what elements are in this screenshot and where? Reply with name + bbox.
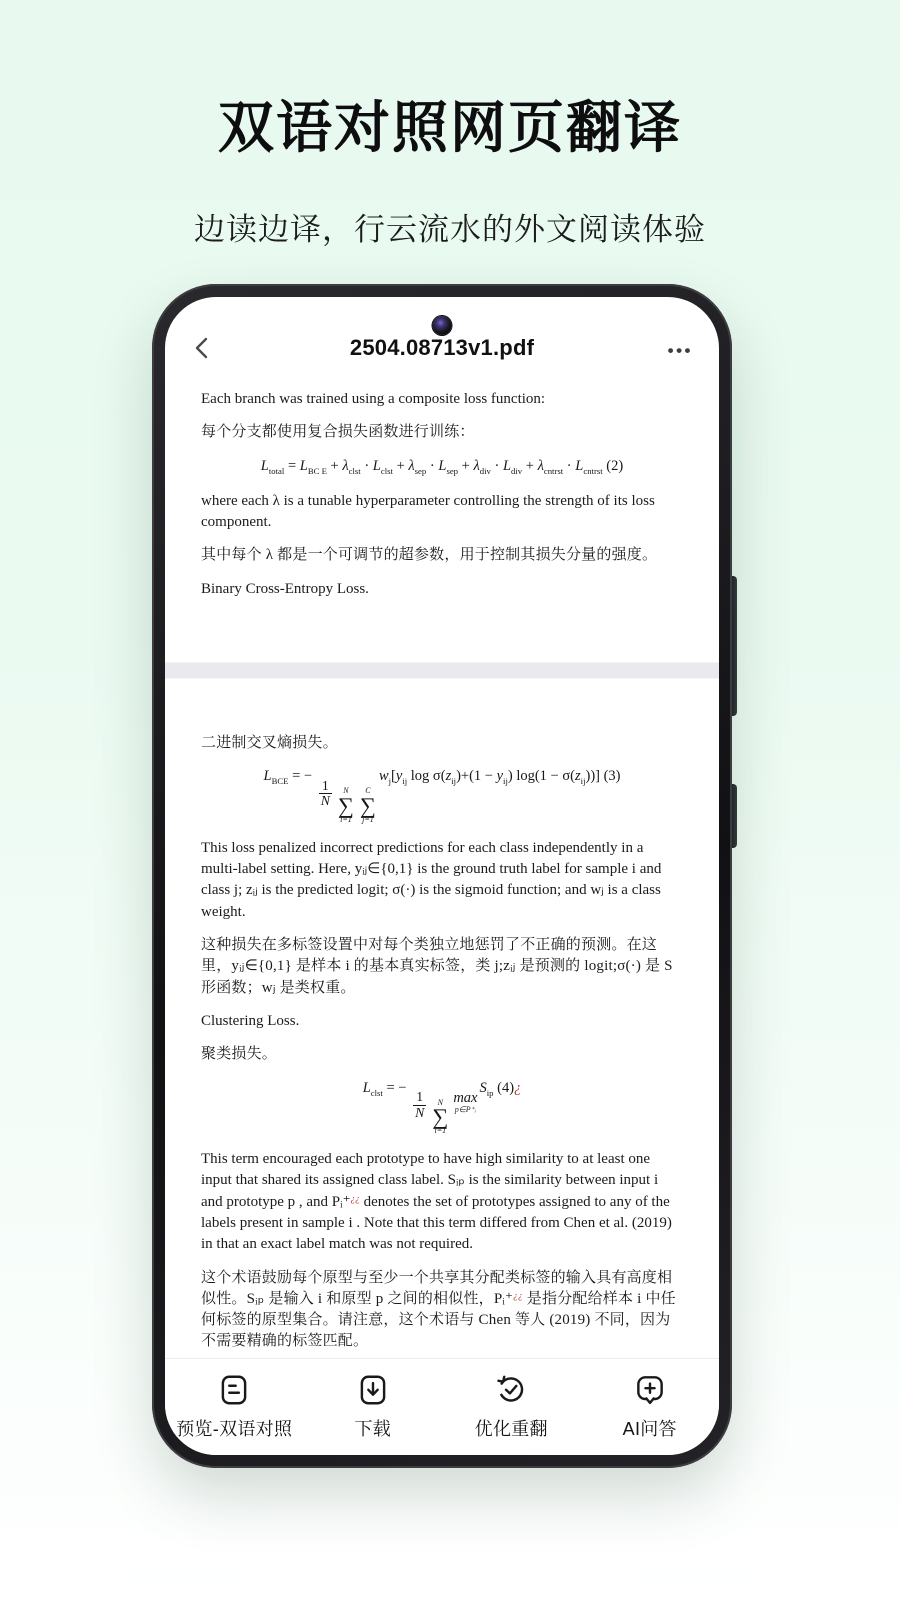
download-icon <box>355 1372 391 1408</box>
front-camera <box>433 316 452 335</box>
doc-formula-f3: $L_{BCE}$ = − $\frac{1}{N}$ N ∑ i=1 C ∑ j=1 $w_j[y_{ij}$ $\log \sigma(z_{ij})+(1 - y_{ij}) \log(1 - \sigma(z_{ij}))$] (3) <box>263 768 621 825</box>
preview-bilingual-icon <box>216 1372 252 1408</box>
page-break <box>165 662 719 679</box>
document-scroll-area[interactable] <box>165 369 719 1358</box>
bottom-toolbar <box>165 1358 719 1455</box>
ai-chat-icon <box>632 1372 668 1408</box>
toolbar-item-retranslate[interactable] <box>442 1372 581 1441</box>
doc-formula-f4: $L_{clst}$ = − $\frac{1}{N}$ N ∑ i=1 max p∈P⁺ᵢ $S_{ip}$ (4)¿ <box>362 1079 522 1136</box>
doc-paragraph-en: Clustering Loss. <box>201 1012 300 1029</box>
page-subtitle: 边读边译，行云流水的外文阅读体验 <box>194 212 706 247</box>
retranslate-icon <box>493 1372 529 1408</box>
doc-paragraph-zh: 这个术语鼓励每个原型与至少一个共享其分配类标签的输入具有高度相似性。Sᵢₚ 是输入 i 和原型 p 之间的相似性，Pᵢ⁺¿¿ 是指分配给样本 i 中任何标签的原型集合。请注意，这个术语与 Chen 等人 (2019) 不同，因为不需要精确的标签匹配。 <box>201 1269 676 1350</box>
toolbar-label: 预览-双语对照 <box>176 1419 293 1439</box>
doc-paragraph-zh: 二进制交叉熵损失。 <box>201 735 338 752</box>
toolbar-item-preview-bilingual[interactable] <box>165 1372 304 1441</box>
doc-paragraph-en: Each branch was trained using a composite loss function: <box>201 391 546 407</box>
doc-formula-f2: $L_{total} = L_{BC E} + \lambda_{clst} \cdot L_{clst} + \lambda_{sep} \cdot L_{sep} + \lambda_{div} \cdot L_{div} + \lambda_{cntrst} \cdot L_{cntrst}$ (2) <box>260 457 624 476</box>
doc-paragraph-zh: 其中每个 λ 都是一个可调节的超参数，用于控制其损失分量的强度。 <box>201 547 658 564</box>
doc-paragraph-en: This loss penalized incorrect predictions for each class independently in a multi-label setting. Here, yᵢⱼ∈{0,1} is the ground truth label for sample i and class j; zᵢⱼ is the predicted logit; σ(·) is the sigmoid function; and wⱼ is a class weight. <box>201 839 662 920</box>
back-button[interactable] <box>191 335 231 361</box>
chevron-left-icon <box>191 335 213 361</box>
toolbar-label: 下载 <box>354 1419 392 1439</box>
doc-paragraph-en: Binary Cross-Entropy Loss. <box>201 580 369 597</box>
hero-section <box>0 0 900 249</box>
toolbar-label: AI问答 <box>622 1419 677 1439</box>
toolbar-label: 优化重翻 <box>474 1419 548 1439</box>
more-menu-button[interactable]: ••• <box>667 341 693 360</box>
toolbar-item-download[interactable] <box>304 1372 443 1441</box>
toolbar-item-ai-chat[interactable] <box>581 1372 720 1441</box>
page-gap <box>201 691 683 733</box>
pdf-filename: 2504.08713v1.pdf <box>349 335 535 360</box>
phone-screen <box>165 297 719 1455</box>
doc-paragraph-en: This term encouraged each prototype to have high similarity to at least one input that shared its assigned class label. Sᵢₚ is the similarity between input i and prototype p , and Pᵢ⁺¿¿ denotes the set of prototypes assigned to any of the labels present in sample i . Note that this term differed from Chen et al. (2019) in that an exact label match was not required. <box>201 1151 672 1253</box>
doc-paragraph-zh: 聚类损失。 <box>201 1046 278 1063</box>
page-gap <box>201 612 683 662</box>
phone-mockup <box>152 284 732 1468</box>
page-title: 双语对照网页翻译 <box>218 96 682 159</box>
doc-paragraph-en: where each λ is a tunable hyperparameter controlling the strength of its loss component. <box>201 492 655 531</box>
doc-paragraph-zh: 每个分支都使用复合损失函数进行训练： <box>201 424 475 441</box>
doc-paragraph-zh: 这种损失在多标签设置中对每个类独立地惩罚了不正确的预测。在这里，yᵢⱼ∈{0,1} 是样本 i 的基本真实标签，类 j;zᵢⱼ 是预测的 logit;σ(·) 是 S 形函数；wⱼ 是类权重。 <box>201 937 673 996</box>
